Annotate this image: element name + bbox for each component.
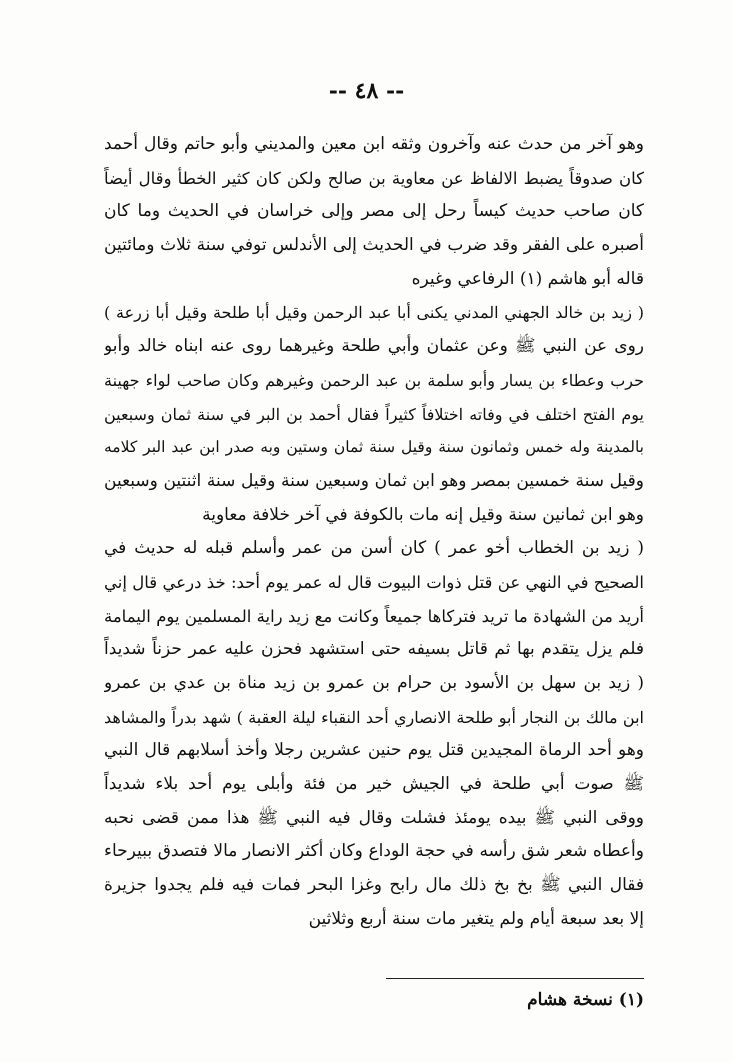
text-line-11: وقيل سنة خمسين بمصر وهو ابن ثمان وسبعين سنة وقيل سنة اثنتين وسبعين xyxy=(104,470,644,491)
entry-heading-zayd-ibn-al-khattab: ( زيد بن الخطاب أخو عمر ) كان أسن من عمر وأسلم قبله له حديث في xyxy=(104,538,644,559)
text-line-9: يوم الفتح اختلف في وفاته اختلافاً كثيراً فقال أحمد بن البر في سنة ثمان وسبعين xyxy=(104,404,644,424)
text-line-1: وهو آخر من حدث عنه وآخرون وثقه ابن معين والمديني وأبو حاتم وقال أحمد xyxy=(104,134,644,154)
text-line-20: ﷺ صوت أبي طلحة في الجيش خير من فئة وأبلى يوم أحد بلاء شديداً xyxy=(104,774,644,795)
text-line-19: وهو أحد الرماة المجيدين قتل يوم حنين عشرين رجلا وأخذ أسلابهم قال النبي xyxy=(104,740,644,761)
text-line-22: وأعطاه شعر شق رأسه في حجة الوداع وكان أكثر الانصار مالا فتصدق ببيرحاء xyxy=(104,841,644,862)
body-text xyxy=(104,128,644,937)
text-line-4: أصبره على الفقر وقد ضرب في الحديث إلى الأندلس توفي سنة ثلاث ومائتين xyxy=(104,235,644,256)
footnote: (١) نسخة هشام xyxy=(527,990,644,1010)
text-line-8: حرب وعطاء بن يسار وأبو سلمة بن عبد الرحمن وغيرهم وكان صاحب لواء جهينة xyxy=(104,370,644,390)
text-line-3: كان صاحب حديث كيساً رحل إلى مصر وإلى خراسان في الحديث وما كان xyxy=(104,201,644,222)
text-line-24: إلا بعد سبعة أيام ولم يتغير مات سنة أربع وثلاثين xyxy=(308,908,644,929)
text-line-5: قاله أبو هاشم (١) الرفاعي وغيره xyxy=(411,268,644,289)
text-line-23: فقال النبي ﷺ بخ بخ ذلك مال رابح وغزا البحر فمات فيه فلم يجدوا جزيرة xyxy=(104,875,644,896)
entry-heading-zayd-ibn-khalid: ( زيد بن خالد الجهني المدني يكنى أبا عبد الرحمن وقيل أبا طلحة وقيل أبا زرعة ) xyxy=(104,303,644,323)
text-line-12: وهو ابن ثمانين سنة وقيل إنه مات بالكوفة في آخر خلافة معاوية xyxy=(202,504,644,525)
footnote-divider xyxy=(386,978,644,979)
text-line-14: الصحيح في النهي عن قتل ذوات البيوت قال له عمر يوم أحد: خذ درعي قال إني xyxy=(104,572,644,592)
text-line-15: أريد من الشهادة ما تريد فتركاها جميعاً وكانت مع زيد راية المسلمين يوم اليمامة xyxy=(104,606,644,626)
text-line-2: كان صدوقاً يضبط الالفاظ عن معاوية بن صالح ولكن كان كثير الخطأ وقال أيضاً xyxy=(104,168,644,188)
text-line-21: ووقى النبي ﷺ بيده يومئذ فشلت وقال فيه النبي ﷺ هذا ممن قضى نحبه xyxy=(104,807,644,828)
text-line-18: ابن مالك بن النجار أبو طلحة الانصاري أحد النقباء ليلة العقبة ) شهد بدراً والمشاهد xyxy=(104,707,644,727)
text-line-16: فلم يزل يتقدم بها ثم قاتل بسيفه حتى استشهد فحزن عليه عمر حزناً شديداً xyxy=(104,639,644,660)
page-number: -- ٤٨ -- xyxy=(328,78,405,104)
text-line-7: روى عن النبي ﷺ وعن عثمان وأبي طلحة وغيرهما روى عنه ابناه خالد وأبو xyxy=(104,336,644,357)
entry-heading-zayd-ibn-sahl: ( زيد بن سهل بن الأسود بن حرام بن عمرو بن زيد مناة بن عدي بن عمرو xyxy=(104,673,644,693)
text-line-10: بالمدينة وله خمس وثمانون سنة وقيل سنة ثمان وستين وبه صدر ابن عبد البر كلامه xyxy=(104,438,644,457)
